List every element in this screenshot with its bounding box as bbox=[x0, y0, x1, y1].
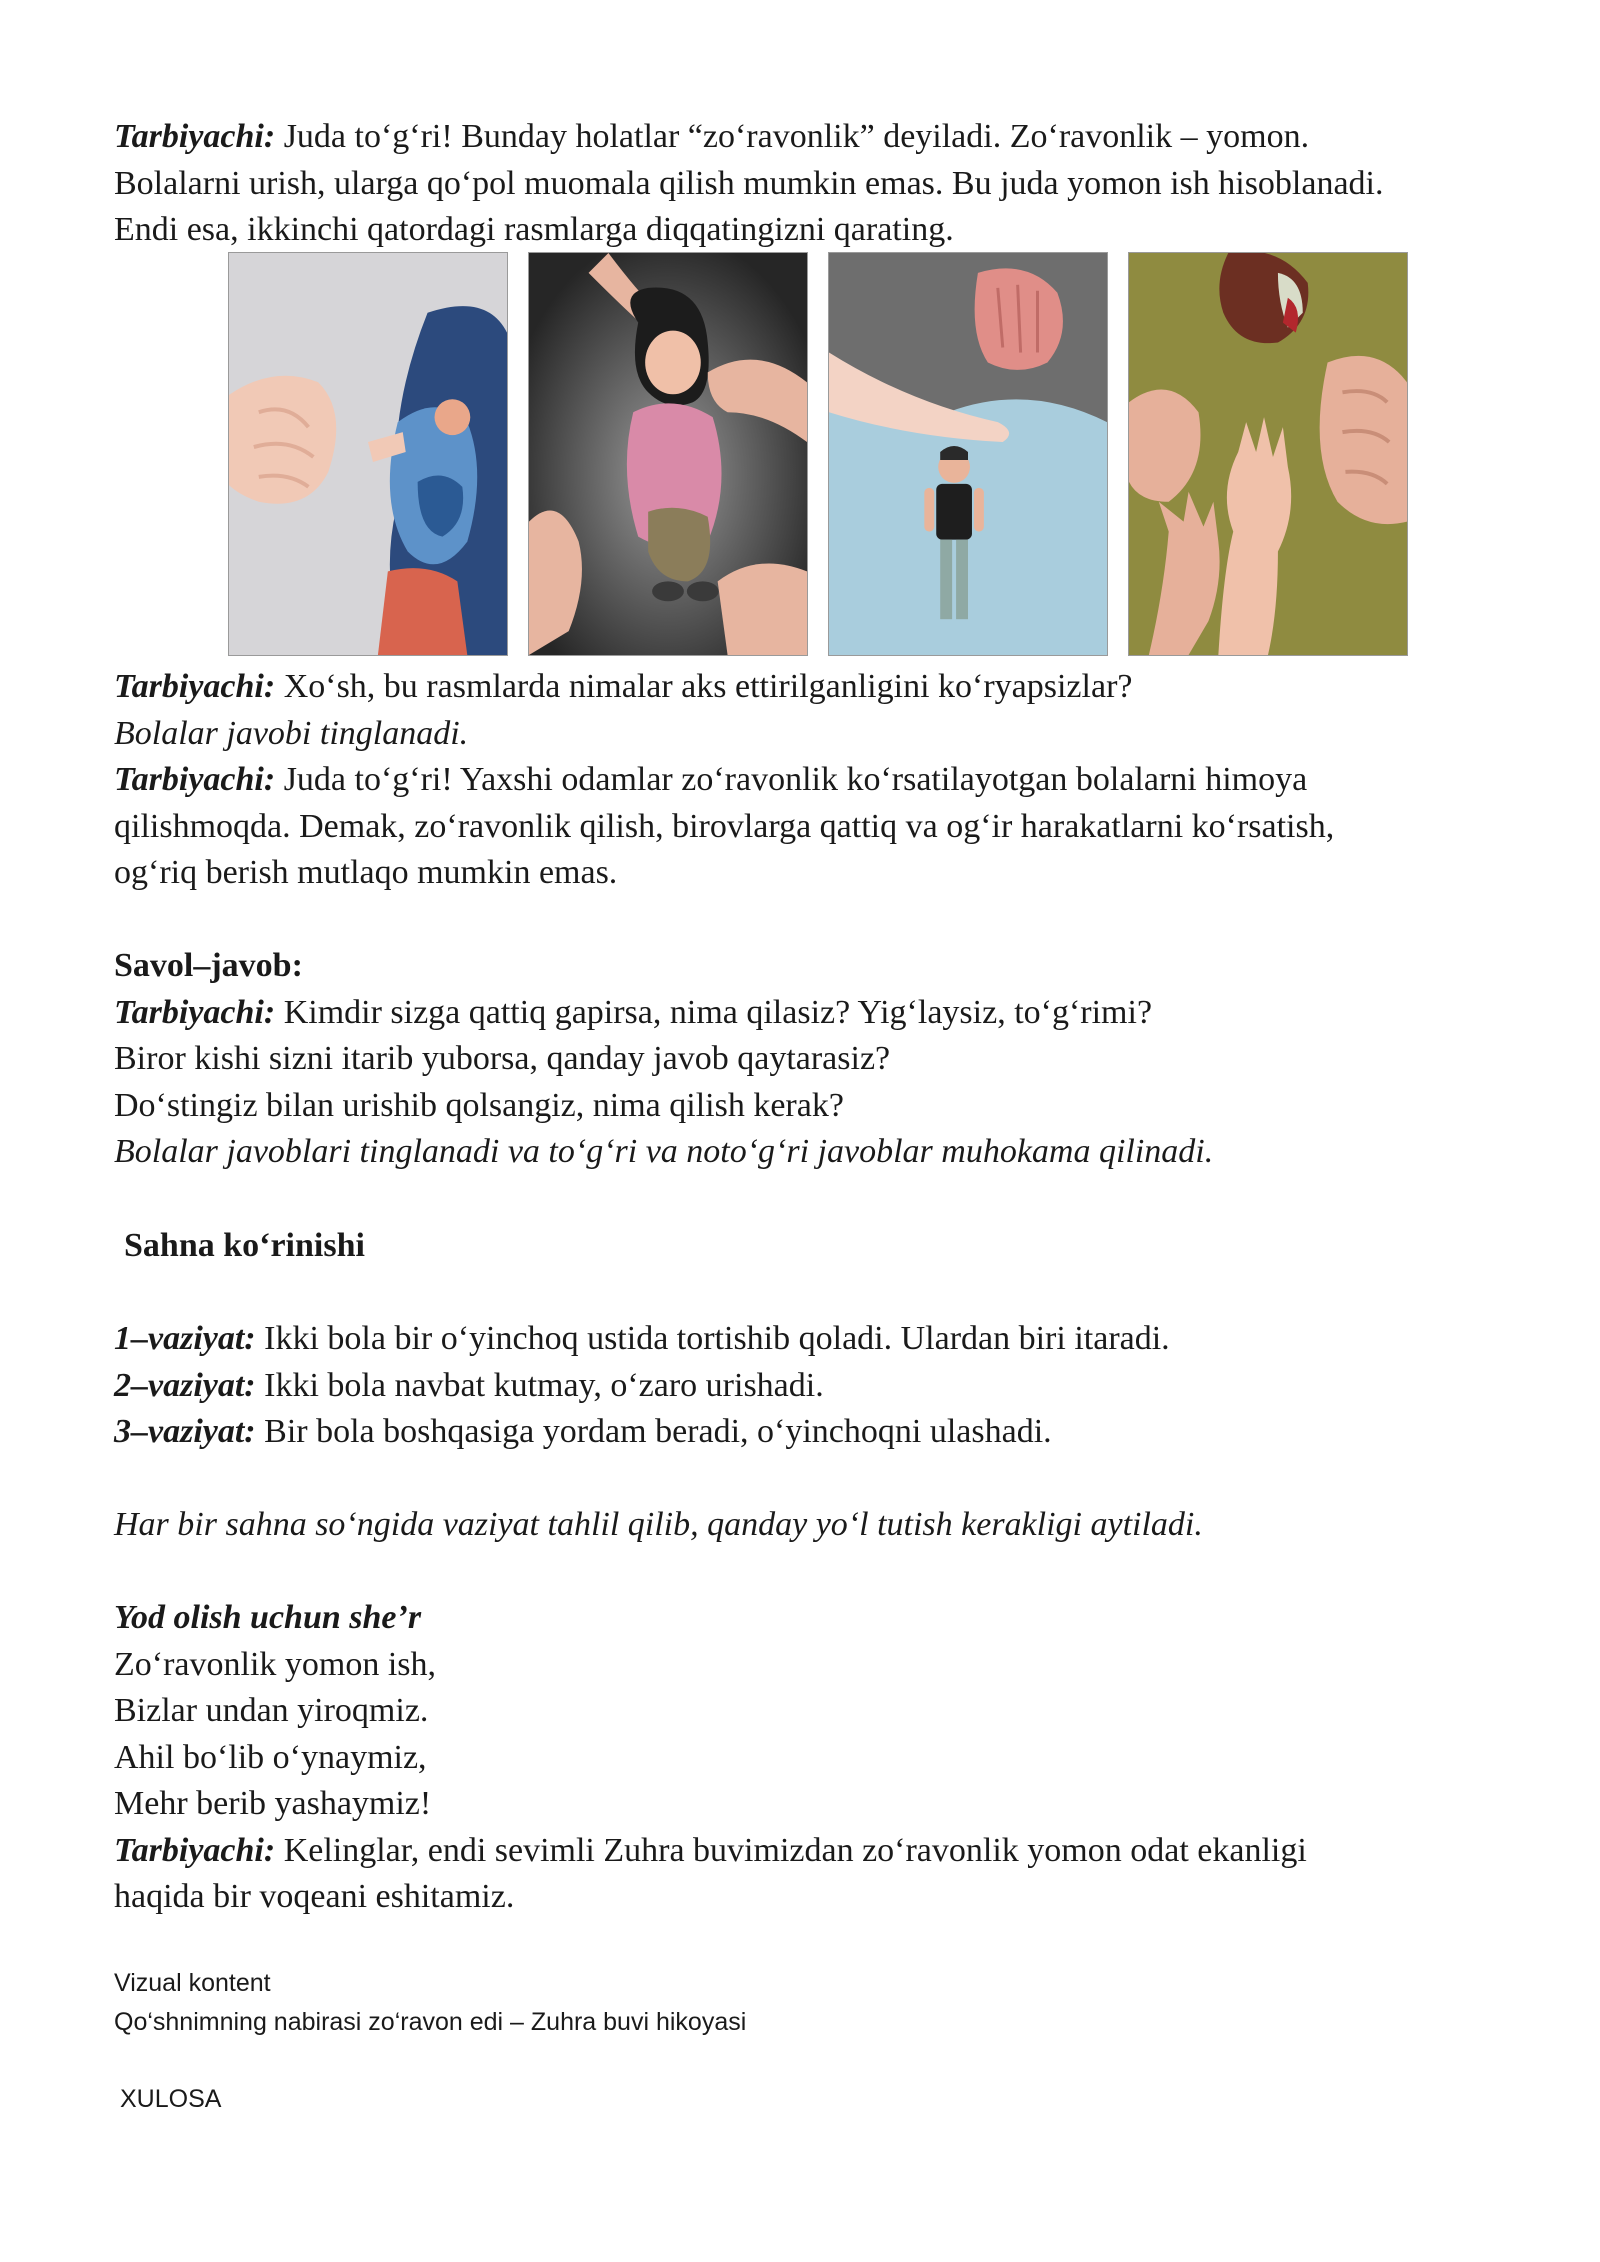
poem-line: Zo‘ravonlik yomon ish, bbox=[114, 1645, 437, 1683]
speaker-label: Tarbiyachi: bbox=[114, 993, 276, 1031]
question-text: Xo‘sh, bu rasmlarda nimalar aks ettirilganligini ko‘ryapsizlar? bbox=[275, 668, 1133, 705]
situation-text: Ikki bola navbat kutmay, o‘zaro urishadi. bbox=[255, 1366, 824, 1404]
intro-line-3: Endi esa, ikkinchi qatordagi rasmlarga diqqatingizni qarating. bbox=[114, 211, 954, 248]
situation-text: Ikki bola bir o‘yinchoq ustida tortishib qoladi. Ulardan biri itaradi. bbox=[255, 1320, 1170, 1357]
poem-line: Ahil bo‘lib o‘ynaymiz, bbox=[114, 1738, 427, 1776]
illustration-row bbox=[228, 252, 1408, 656]
visual-content-label: Vizual kontent bbox=[114, 1969, 271, 1997]
scene-note-block bbox=[114, 1502, 1534, 1549]
children-answer-note: Bolalar javobi tinglanadi. bbox=[114, 714, 469, 752]
hands-and-fists-illustration bbox=[1128, 252, 1408, 656]
answer-line-2: qilishmoqda. Demak, zo‘ravonlik qilish, birovlarga qattiq va og‘ir harakatlarni ko‘rsatish, bbox=[114, 807, 1335, 845]
conclusion-heading: XULOSA bbox=[120, 2085, 222, 2113]
scene-heading-block bbox=[124, 1223, 1544, 1270]
situation-label: 3–vaziyat: bbox=[114, 1413, 256, 1450]
situation-text: Bir bola boshqasiga yordam beradi, o‘yinchoqni ulashadi. bbox=[255, 1413, 1052, 1450]
speaker-label: Tarbiyachi: bbox=[114, 761, 276, 798]
poem-line: Mehr berib yashaymiz! bbox=[114, 1785, 432, 1822]
poem-line: Bizlar undan yiroqmiz. bbox=[114, 1692, 429, 1729]
situation-label: 2–vaziyat: bbox=[114, 1366, 256, 1404]
story-title: Qo‘shnimning nabirasi zo‘ravon edi – Zuhra buvi hikoyasi bbox=[114, 2008, 747, 2036]
speaker-label: Tarbiyachi: bbox=[114, 118, 276, 155]
qa-heading: Savol–javob: bbox=[114, 947, 303, 984]
scene-note: Har bir sahna so‘ngida vaziyat tahlil qilib, qanday yo‘l tutish kerakligi aytiladi. bbox=[114, 1506, 1203, 1543]
qa-section bbox=[114, 943, 1534, 1176]
frightened-girl-illustration bbox=[528, 252, 808, 656]
speaker-label: Tarbiyachi: bbox=[114, 1831, 276, 1869]
qa-note: Bolalar javoblari tinglanadi va to‘g‘ri va noto‘g‘ri javoblar muhokama qilinadi. bbox=[114, 1133, 1214, 1170]
discussion-paragraph bbox=[114, 664, 1534, 897]
scene-heading: Sahna ko‘rinishi bbox=[124, 1227, 365, 1264]
speaker-label: Tarbiyachi: bbox=[114, 668, 276, 705]
intro-line-1: Juda to‘g‘ri! Bunday holatlar “zo‘ravonlik” deyiladi. Zo‘ravonlik – yomon. bbox=[275, 118, 1310, 155]
poem-heading: Yod olish uchun she’r bbox=[114, 1599, 422, 1636]
boy-under-fist-illustration bbox=[828, 252, 1108, 656]
protecting-mother-illustration bbox=[228, 252, 508, 656]
qa-question-1: Kimdir sizga qattiq gapirsa, nima qilasiz? Yig‘laysiz, to‘g‘rimi? bbox=[275, 993, 1153, 1031]
answer-line-1: Juda to‘g‘ri! Yaxshi odamlar zo‘ravonlik ko‘rsatilayotgan bolalarni himoya bbox=[275, 761, 1308, 798]
answer-line-3: og‘riq berish mutlaqo mumkin emas. bbox=[114, 854, 618, 891]
intro-paragraph bbox=[114, 114, 1534, 254]
scene-situations bbox=[114, 1316, 1534, 1456]
qa-question-2: Biror kishi sizni itarib yuborsa, qanday javob qaytarasiz? bbox=[114, 1040, 891, 1077]
intro-line-2: Bolalarni urish, ularga qo‘pol muomala qilish mumkin emas. Bu juda yomon ish hisoblanadi. bbox=[114, 164, 1384, 202]
closing-line-1: Kelinglar, endi sevimli Zuhra buvimizdan zo‘ravonlik yomon odat ekanligi bbox=[275, 1831, 1307, 1869]
closing-line-2: haqida bir voqeani eshitamiz. bbox=[114, 1878, 515, 1915]
situation-label: 1–vaziyat: bbox=[114, 1320, 256, 1357]
poem-section bbox=[114, 1595, 1534, 1921]
qa-question-3: Do‘stingiz bilan urishib qolsangiz, nima qilish kerak? bbox=[114, 1086, 844, 1124]
